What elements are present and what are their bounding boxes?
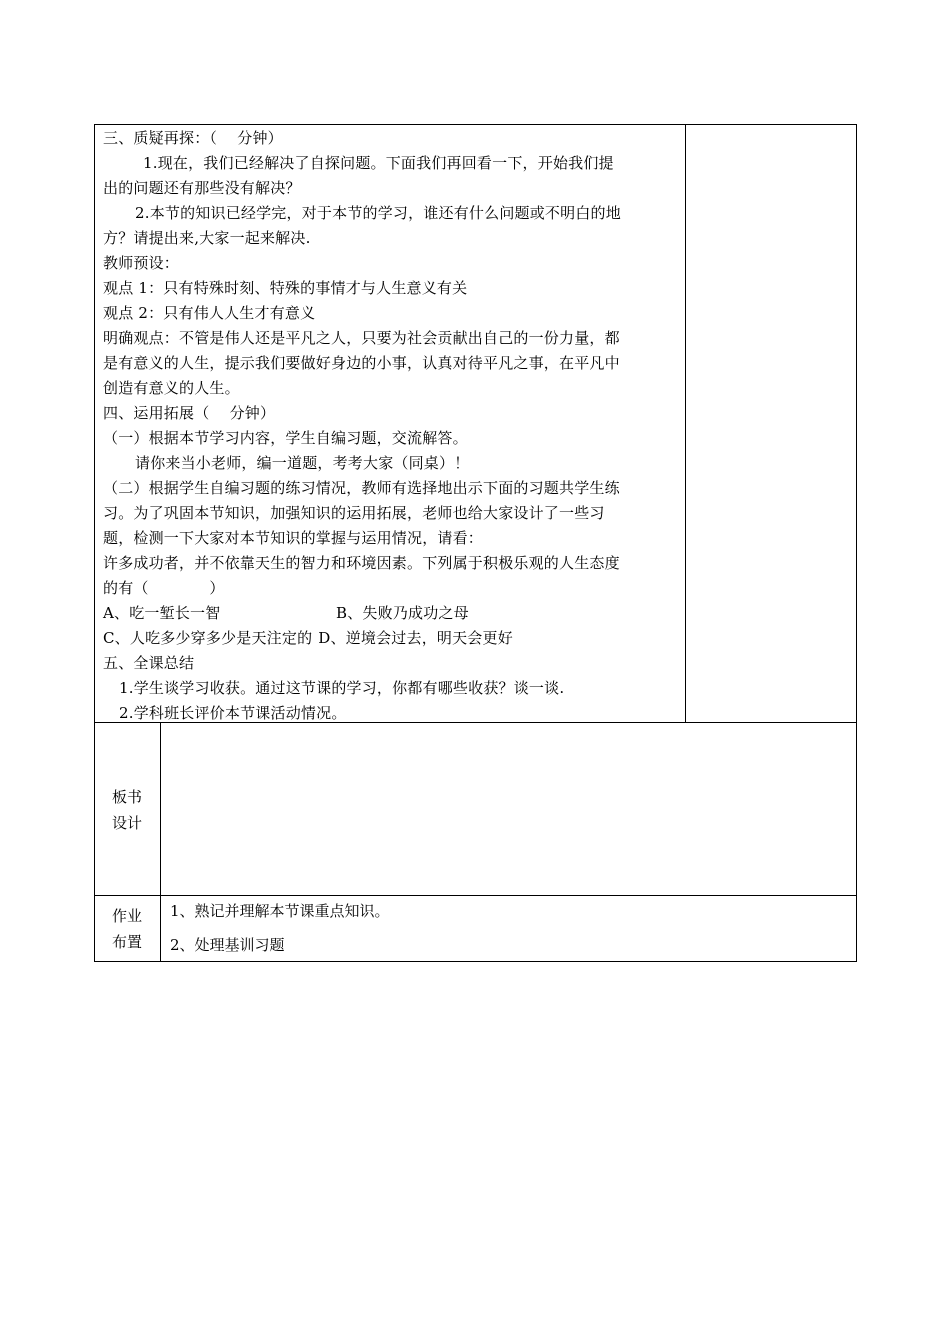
view-2: 观点 2：只有伟人人生才有意义 xyxy=(103,304,316,322)
notes-column-divider xyxy=(685,124,686,723)
homework-label-line1: 作业 xyxy=(111,907,142,925)
section4-part2-line2: 习。为了巩固本节知识，加强知识的运用拓展，老师也给大家设计了一些习 xyxy=(103,504,605,522)
question-line1: 许多成功者，并不依靠天生的智力和环境因素。下列属于积极乐观的人生态度 xyxy=(103,554,620,572)
homework-item-2: 2、处理基训习题 xyxy=(170,936,285,954)
homework-item-1: 1、熟记并理解本节课重点知识。 xyxy=(170,902,390,920)
question-line2: 的有（ ） xyxy=(103,579,225,597)
section3-item1-line2: 出的问题还有那些没有解决？ xyxy=(103,179,301,197)
option-b: B、失败乃成功之母 xyxy=(336,604,469,622)
board-design-label-line1: 板书 xyxy=(111,788,142,806)
homework-label-line2: 布置 xyxy=(111,933,142,951)
section3-item2-line2: 方？请提出来,大家一起来解决. xyxy=(103,229,311,247)
label-column-divider xyxy=(160,722,161,962)
board-design-label-line2: 设计 xyxy=(111,814,142,832)
clear-view-line3: 创造有意义的人生。 xyxy=(103,379,240,397)
lesson-content xyxy=(103,126,681,726)
section3-item2-line1: 2.本节的知识已经学完，对于本节的学习，谁还有什么问题或不明白的地 xyxy=(135,204,621,222)
option-d: D、逆境会过去，明天会更好 xyxy=(318,629,513,647)
options-row-cd xyxy=(103,626,681,651)
section4-heading: 四、运用拓展（ 分钟） xyxy=(103,404,276,422)
board-design-label xyxy=(94,784,160,836)
section4-part2-line1: （二）根据学生自编习题的练习情况，教师有选择地出示下面的习题共学生练 xyxy=(103,479,620,497)
view-1: 观点 1：只有特殊时刻、特殊的事情才与人生意义有关 xyxy=(103,279,468,297)
clear-view-line2: 是有意义的人生，提示我们要做好身边的小事，认真对待平凡之事，在平凡中 xyxy=(103,354,620,372)
teacher-preset-label: 教师预设： xyxy=(103,254,180,272)
section5-item1: 1.学生谈学习收获。通过这节课的学习，你都有哪些收获？谈一谈. xyxy=(119,679,565,697)
options-row-ab xyxy=(103,601,681,626)
section5-item2: 2.学科班长评价本节课活动情况。 xyxy=(119,704,347,722)
section4-part1-sub: 请你来当小老师，编一道题，考考大家（同桌）！ xyxy=(135,454,470,472)
row-divider-homework xyxy=(94,895,857,896)
section5-heading: 五、全课总结 xyxy=(103,654,195,672)
clear-view-line1: 明确观点：不管是伟人还是平凡之人，只要为社会贡献出自己的一份力量，都 xyxy=(103,329,620,347)
homework-label xyxy=(94,903,160,955)
section4-part2-line3: 题，检测一下大家对本节知识的掌握与运用情况，请看： xyxy=(103,529,484,547)
section4-part1: （一）根据本节学习内容，学生自编习题，交流解答。 xyxy=(103,429,468,447)
option-a: A、吃一堑长一智 xyxy=(103,604,221,622)
section3-item1-line1: 1.现在，我们已经解决了自探问题。下面我们再回看一下，开始我们提 xyxy=(143,154,614,172)
option-c: C、人吃多少穿多少是天注定的 xyxy=(103,629,313,647)
section3-heading: 三、质疑再探：（ 分钟） xyxy=(103,129,283,147)
